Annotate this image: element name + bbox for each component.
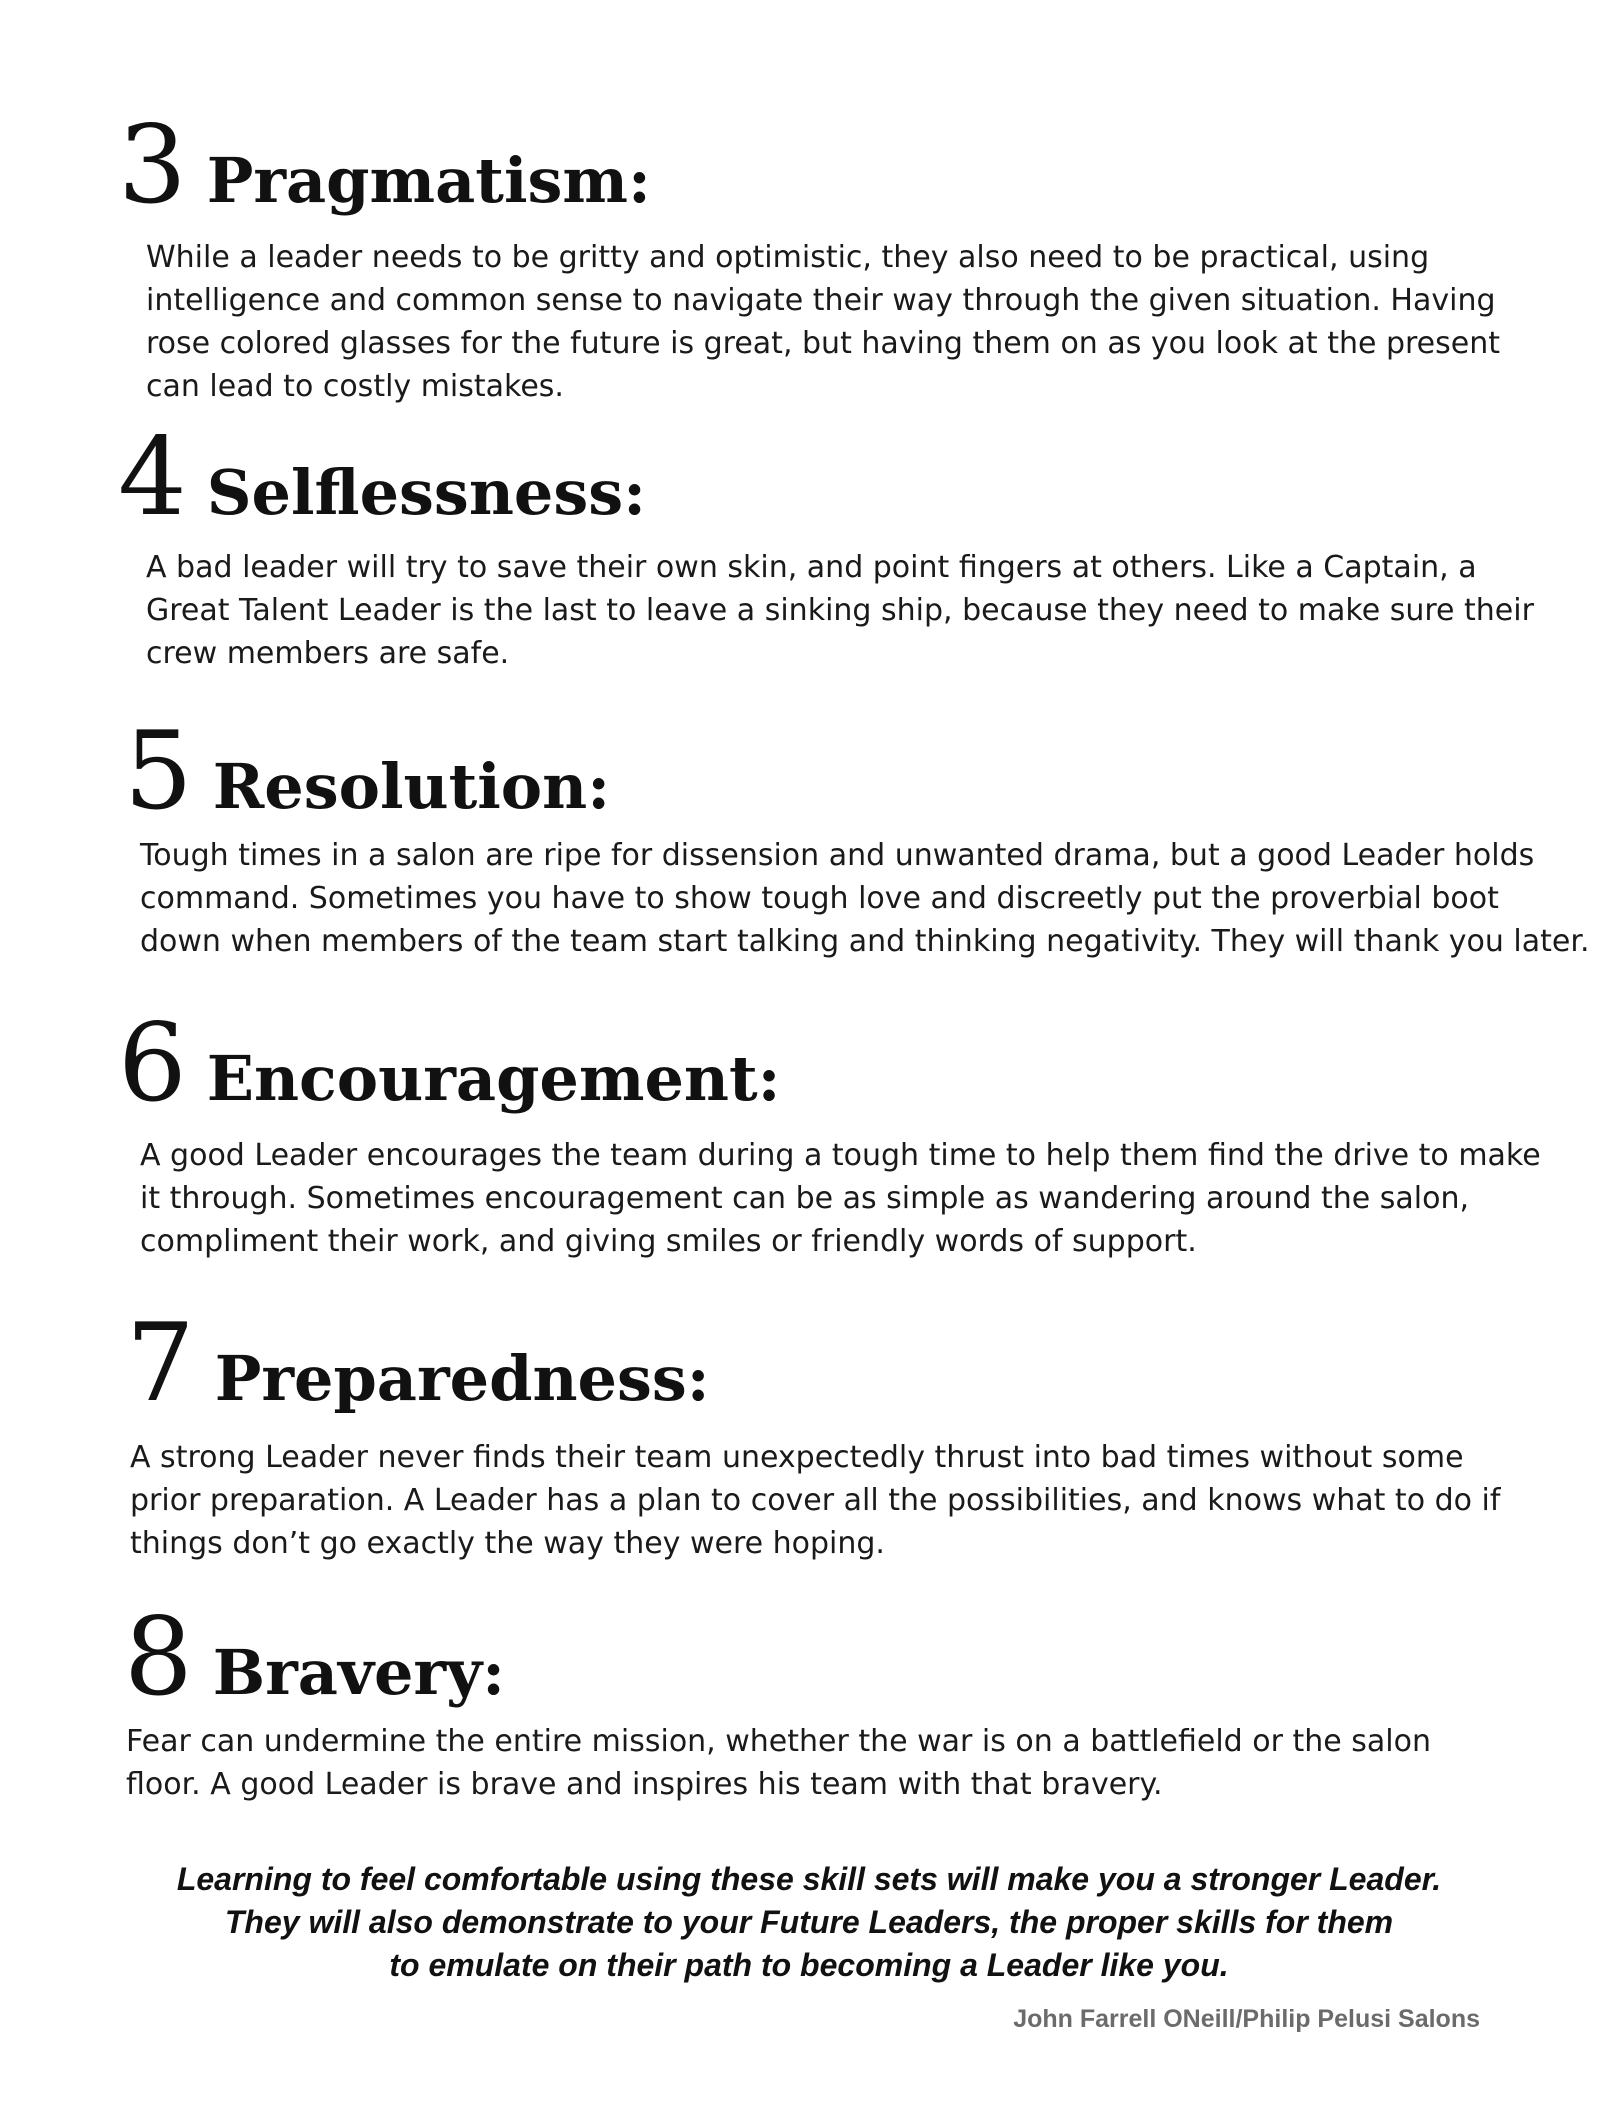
body-line: can lead to costly mistakes. — [146, 369, 564, 404]
section-title: Bravery: — [212, 1636, 506, 1709]
body-line: floor. A good Leader is brave and inspires his team with that bravery. — [126, 1767, 1163, 1802]
body-line: compliment their work, and giving smiles or friendly words of support. — [140, 1224, 1197, 1259]
body-line: While a leader needs to be gritty and optimistic, they also need to be practical, using — [146, 240, 1430, 275]
body-line: Tough times in a salon are ripe for dissension and unwanted drama, but a good Leader holds — [140, 838, 1535, 873]
closing-line: Learning to feel comfortable using these skill sets will make you a stronger Leader. — [176, 1861, 1442, 1897]
body-line: A bad leader will try to save their own skin, and point fingers at others. Like a Captain, a — [146, 550, 1477, 585]
body-line: crew members are safe. — [146, 636, 510, 671]
section-title: Preparedness: — [214, 1342, 710, 1415]
section-number: 4 — [118, 415, 185, 540]
section-number: 3 — [118, 103, 185, 228]
body-line: A strong Leader never finds their team unexpectedly thrust into bad times without some — [130, 1440, 1464, 1475]
body-line: rose colored glasses for the future is great, but having them on as you look at the present — [146, 326, 1500, 361]
body-line: Great Talent Leader is the last to leave a sinking ship, because they need to make sure their — [146, 593, 1534, 628]
section-number: 7 — [126, 1301, 193, 1426]
body-line: prior preparation. A Leader has a plan to cover all the possibilities, and knows what to do if — [130, 1483, 1501, 1518]
body-line: A good Leader encourages the team during a tough time to help them find the drive to make — [140, 1138, 1541, 1173]
section-number: 6 — [118, 1001, 185, 1126]
closing-statement — [0, 1858, 1618, 1987]
section-7-heading — [126, 1301, 710, 1426]
section-number: 5 — [124, 709, 191, 834]
body-line: it through. Sometimes encouragement can be as simple as wandering around the salon, — [140, 1181, 1470, 1216]
body-line: intelligence and common sense to navigate their way through the given situation. Having — [146, 283, 1496, 318]
section-3-body — [146, 236, 1500, 408]
section-7-body — [130, 1436, 1500, 1565]
section-5-body — [140, 834, 1589, 963]
section-4-heading — [118, 415, 647, 540]
section-number: 8 — [124, 1595, 191, 1720]
section-title: Pragmatism: — [206, 144, 651, 217]
section-8-body — [126, 1720, 1431, 1806]
section-6-body — [140, 1134, 1541, 1263]
section-6-heading — [118, 1001, 781, 1126]
body-line: command. Sometimes you have to show tough love and discreetly put the proverbial boot — [140, 881, 1499, 916]
author-credit: John Farrell ONeill/Philip Pelusi Salons — [1013, 2005, 1480, 2033]
body-line: things don’t go exactly the way they were hoping. — [130, 1526, 885, 1561]
body-line: down when members of the team start talking and thinking negativity. They will thank you later. — [140, 924, 1590, 959]
section-title: Encouragement: — [206, 1042, 781, 1115]
section-5-heading — [124, 709, 611, 834]
section-8-heading — [124, 1595, 506, 1720]
section-4-body — [146, 546, 1534, 675]
section-3-heading — [118, 103, 651, 228]
section-title: Resolution: — [212, 750, 611, 823]
body-line: Fear can undermine the entire mission, whether the war is on a battlefield or the salon — [126, 1724, 1431, 1759]
closing-line: to emulate on their path to becoming a Leader like you. — [389, 1947, 1229, 1983]
closing-line: They will also demonstrate to your Future Leaders, the proper skills for them — [224, 1904, 1394, 1940]
section-title: Selflessness: — [206, 456, 647, 529]
